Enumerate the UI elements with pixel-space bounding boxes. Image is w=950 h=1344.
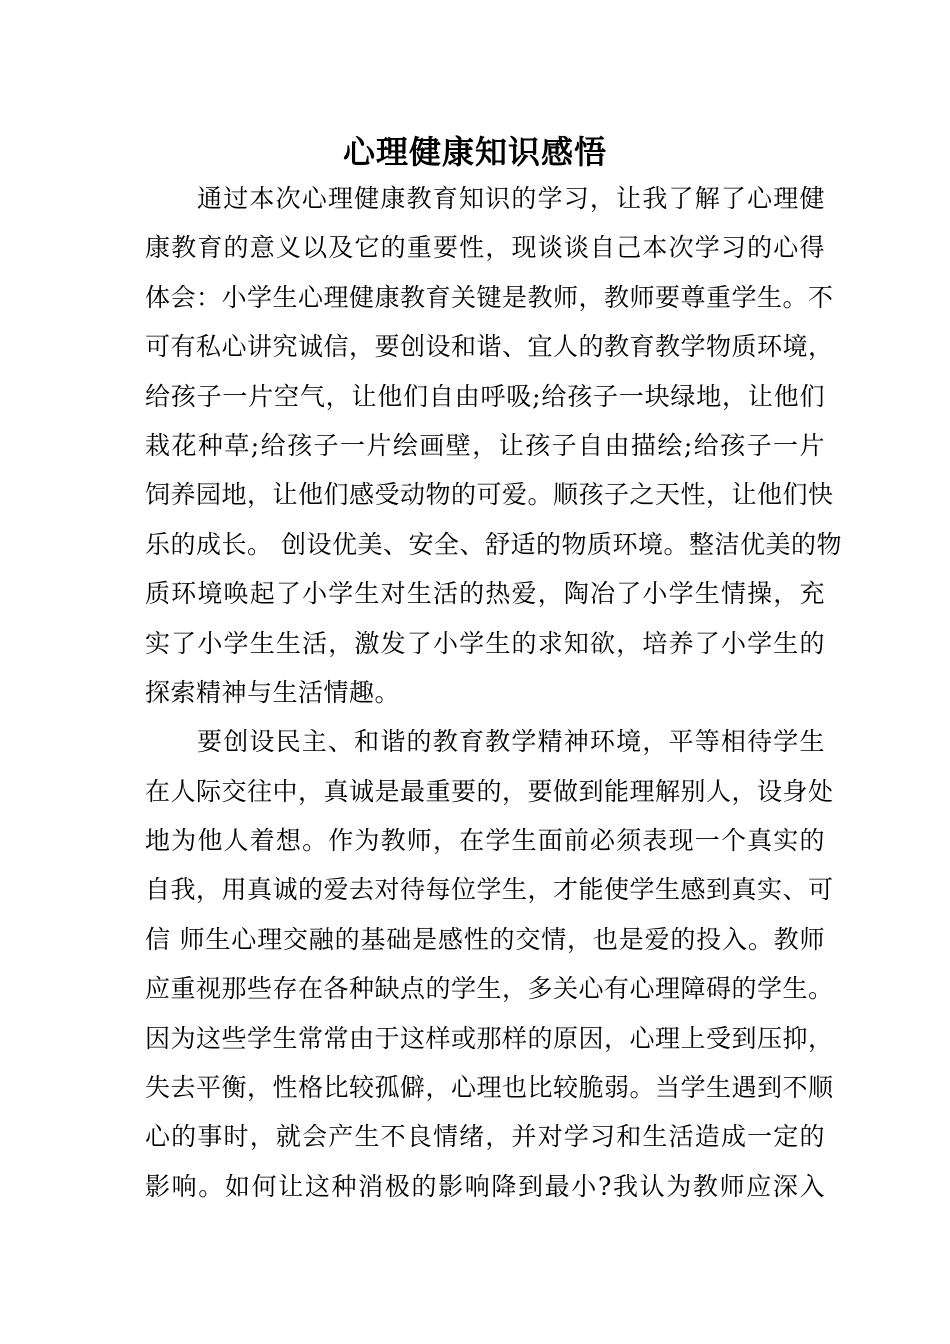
text-line: 可有私心讲究诚信，要创设和谐、宜人的教育教学物质环境， (145, 332, 834, 362)
text-line: 饲养园地，让他们感受动物的可爱。顺孩子之天性，让他们快 (145, 480, 834, 510)
text-line: 在人际交往中，真诚是最重要的，要做到能理解别人，设身处 (145, 776, 834, 806)
text-line: 体会：小学生心理健康教育关键是教师，教师要尊重学生。不 (145, 282, 834, 312)
text-line: 康教育的意义以及它的重要性，现谈谈自己本次学习的心得 (145, 233, 825, 263)
paragraph-2 (145, 717, 834, 1211)
text-line: 给孩子一片空气，让他们自由呼吸;给孩子一块绿地，让他们 (145, 381, 825, 411)
text-line: 因为这些学生常常由于这样或那样的原因，心理上受到压抑， (145, 1023, 834, 1053)
text-line: 失去平衡，性格比较孤僻，心理也比较脆弱。当学生遇到不顺 (145, 1073, 834, 1103)
text-line: 信 师生心理交融的基础是感性的交情，也是爱的投入。教师 (145, 924, 825, 954)
text-line: 影响。如何让这种消极的影响降到最小?我认为教师应深入 (145, 1171, 825, 1201)
text-line: 自我，用真诚的爱去对待每位学生，才能使学生感到真实、可 (145, 875, 834, 905)
text-line: 栽花种草;给孩子一片绘画壁，让孩子自由描绘;给孩子一片 (145, 430, 825, 460)
document-title: 心理健康知识感悟 (342, 133, 607, 171)
text-line: 要创设民主、和谐的教育教学精神环境，平等相待学生 (197, 727, 825, 757)
text-line: 地为他人着想。作为教师，在学生面前必须表现一个真实的 (145, 826, 825, 856)
document-body (145, 174, 842, 1211)
text-line: 应重视那些存在各种缺点的学生，多关心有心理障碍的学生。 (145, 974, 834, 1004)
paragraph-1 (145, 174, 842, 717)
text-line: 探索精神与生活情趣。 (145, 677, 401, 707)
text-line: 实了小学生生活，激发了小学生的求知欲，培养了小学生的 (145, 628, 825, 658)
text-line: 通过本次心理健康教育知识的学习，让我了解了心理健 (197, 184, 825, 213)
text-line: 心的事时，就会产生不良情绪，并对学习和生活造成一定的 (145, 1122, 825, 1152)
text-line: 质环境唤起了小学生对生活的热爱，陶冶了小学生情操，充 (145, 579, 825, 609)
text-line: 乐的成长。 创设优美、安全、舒适的物质环境。整洁优美的物 (145, 529, 842, 559)
